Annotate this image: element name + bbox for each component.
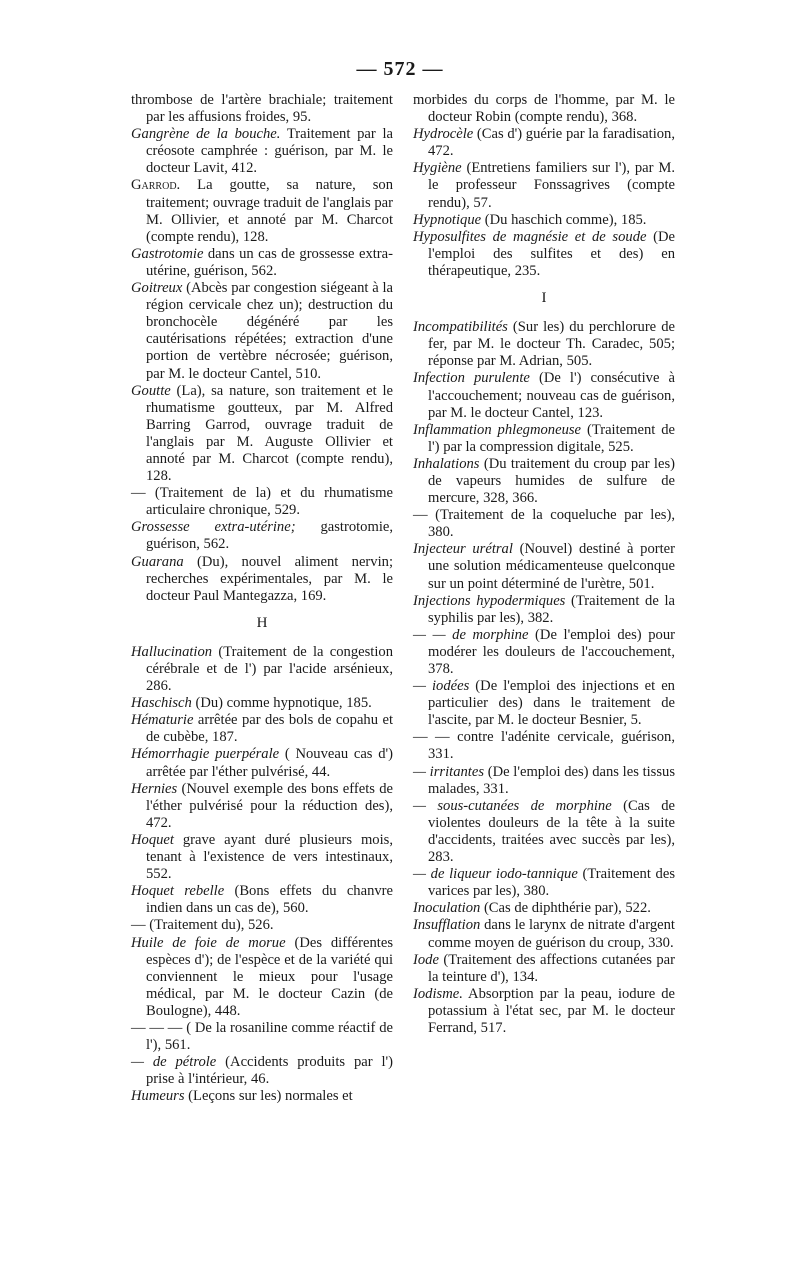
- entry-term: Grossesse extra-utérine;: [131, 519, 296, 536]
- entry-text: (Nouvel exemple des bons effets de l'éther pulvérisé pour la réduction des), 472.: [146, 780, 393, 831]
- entry-term: Haschisch: [131, 695, 192, 712]
- entry-text: (Des différentes espèces d'); de l'espèce et de la variété qui conviennent le mieux pour l'usage médical, par M. le docteur Cazin (de Boulogne), 448.: [146, 934, 393, 1019]
- entry-term: Hyposulfites de magnésie et de soude: [413, 228, 647, 245]
- entry-text: (De l'emploi des sulfites et des) en thérapeutique, 235.: [428, 228, 675, 279]
- entry-term: Garrod.: [131, 177, 181, 194]
- index-entry: [413, 126, 675, 160]
- entry-term: — sous-cutanées de morphine: [413, 797, 612, 814]
- entry-text: (De l'emploi des injections et en particulier des) dans le traitement de l'ascite, par M. le docteur Besnier, 5.: [428, 678, 675, 729]
- entry-term: Insufflation: [413, 917, 481, 934]
- entry-term: — de pétrole: [131, 1054, 217, 1071]
- entry-term: — de liqueur iodo-tannique: [413, 866, 578, 883]
- entry-text: dans le larynx de nitrate d'argent comme moyen de guérison du croup, 330.: [428, 917, 675, 951]
- entry-text: thrombose de l'artère brachiale; traitement par les affusions froides, 95.: [131, 92, 393, 126]
- entry-term: Hygiène: [413, 160, 462, 177]
- entry-text: gastrotomie, guérison, 562.: [146, 519, 394, 553]
- index-entry: [131, 177, 393, 245]
- entry-text: grave ayant duré plusieurs mois, tenant à l'existence de vers intestinaux, 552.: [146, 831, 393, 883]
- page-number: — 572 —: [356, 58, 444, 80]
- index-entry: [413, 593, 675, 627]
- right-column: [413, 92, 675, 1037]
- index-entry: [131, 935, 393, 1020]
- entry-term: Gangrène de la bouche.: [131, 126, 281, 143]
- index-entry: [131, 917, 393, 934]
- entry-term: Hydrocèle: [413, 126, 474, 143]
- index-entry: [413, 798, 675, 866]
- entry-text: (De l'emploi des) dans les tissus malades, 331.: [428, 763, 676, 797]
- index-entry: [413, 986, 675, 1037]
- entry-term: Goutte: [131, 382, 171, 399]
- entry-text: (Cas de diphthérie par), 522.: [480, 900, 651, 917]
- entry-term: Inoculation: [413, 900, 481, 917]
- entry-text: — — contre l'adénite cervicale, guérison, 331.: [413, 729, 675, 763]
- index-entry: [131, 883, 393, 917]
- index-entry: [131, 485, 393, 519]
- entry-term: Hypnotique: [413, 211, 482, 228]
- index-entry: [131, 1020, 393, 1054]
- left-entries-before: [131, 92, 393, 605]
- index-entry: [413, 627, 675, 678]
- entry-term: Incompatibilités: [413, 319, 508, 336]
- section-letter-h: H: [256, 614, 268, 631]
- entry-text: (Sur les) du perchlorure de fer, par M. le docteur Th. Caradec, 505; réponse par M. Adrian, 505.: [428, 319, 675, 370]
- index-entry: [413, 212, 675, 229]
- index-entry: [131, 781, 393, 832]
- entry-term: Hémorrhagie puerpérale: [131, 746, 280, 763]
- entry-term: — iodées: [413, 678, 470, 695]
- entry-text: (Traitement des varices par les), 380.: [428, 866, 676, 900]
- right-entries-after: [413, 319, 675, 1037]
- entry-text: Absorption par la peau, iodure de potassium à l'état sec, par M. le docteur Ferrand, 517.: [428, 985, 675, 1036]
- entry-text: — (Traitement de la coqueluche par les), 380.: [413, 507, 675, 541]
- entry-text: (La), sa nature, son traitement et le rhumatisme goutteux, par M. Alfred Barring Garrod, ouvrage traduit de l'anglais par M. Auguste Ollivier et annoté par M. Charcot (compte rendu), 128.: [146, 382, 393, 485]
- index-entry: [131, 832, 393, 883]
- index-entry: [413, 541, 675, 592]
- entry-text: (Du), nouvel aliment nervin; recherches expérimentales, par M. le docteur Paul Mantegazza, 169.: [146, 553, 393, 604]
- entry-term: Injections hypodermiques: [413, 592, 566, 609]
- index-entry: [413, 456, 675, 507]
- entry-text: (Du haschich comme), 185.: [481, 211, 647, 228]
- entry-text: (Cas de violentes douleurs de la tête à la suite d'accidents, traitées avec succès par les), 283.: [428, 797, 675, 866]
- entry-text: (Du) comme hypnotique, 185.: [191, 695, 372, 712]
- index-entry: [131, 746, 393, 780]
- entry-text: — (Traitement de la) et du rhumatisme articulaire chronique, 529.: [131, 485, 393, 519]
- index-entry: [131, 554, 393, 605]
- entry-term: Humeurs: [131, 1088, 185, 1105]
- index-entry: [413, 866, 675, 900]
- index-entry: [131, 712, 393, 746]
- index-entry: [413, 422, 675, 456]
- index-entry: [413, 507, 675, 541]
- entry-text: — — — ( De la rosaniline comme réactif de l'), 561.: [131, 1019, 393, 1054]
- left-column: [131, 92, 393, 1105]
- right-entries-before: [413, 92, 675, 280]
- entry-text: (Traitement des affections cutanées par la teinture d'), 134.: [428, 951, 675, 985]
- entry-text: (Traitement de la congestion cérébrale et de l') par l'acide arsénieux, 286.: [146, 643, 393, 695]
- index-entry: [413, 370, 675, 421]
- index-entry: [131, 92, 393, 126]
- entry-term: Inhalations: [413, 455, 480, 472]
- entry-term: Hernies: [131, 780, 178, 797]
- entry-text: (Nouvel) destiné à porter une solution médicamenteuse quelconque sur un point déterminé de l'urètre, 501.: [428, 541, 675, 592]
- entry-term: Huile de foie de morue: [131, 934, 286, 951]
- entry-term: — irritantes: [413, 763, 485, 780]
- entry-text: — (Traitement du), 526.: [131, 917, 274, 934]
- entry-text: (Traitement de la syphilis par les), 382.: [428, 592, 675, 626]
- entry-term: Iode: [413, 951, 439, 968]
- entry-term: Goitreux: [131, 280, 183, 297]
- index-entry: [131, 280, 393, 383]
- entry-term: — — de morphine: [413, 626, 529, 643]
- entry-text: (De l') consécutive à l'accouchement; nouveau cas de guérison, par M. le docteur Cantel, 123.: [428, 370, 675, 421]
- index-entry: [131, 695, 393, 712]
- entry-term: Guarana: [131, 553, 184, 570]
- entry-text: (Du traitement du croup par les) de vapeurs humides de sulfure de mercure, 328, 366.: [428, 455, 675, 507]
- entry-text: (Cas d') guérie par la faradisation, 472.: [428, 126, 675, 160]
- index-entry: [131, 246, 393, 280]
- entry-term: Hoquet: [131, 831, 174, 848]
- index-entry: [413, 764, 675, 798]
- entry-text: (Abcès par congestion siégeant à la région cervicale chez un); destruction du bronchocèle dégénéré par les cautérisations répétées; extraction d'une portion de vertèbre nécrosée; guérison, par M. le docteur Cantel, 510.: [146, 280, 393, 382]
- section-letter-i: I: [541, 290, 547, 307]
- index-entry: [131, 126, 393, 177]
- entry-text: (Traitement de l') par la compression digitale, 525.: [428, 421, 676, 455]
- entry-term: Hématurie: [131, 712, 194, 729]
- entry-text: (Bons effets du chanvre indien dans un cas de), 560.: [146, 883, 393, 917]
- entry-term: Inflammation phlegmoneuse: [413, 421, 582, 438]
- entry-text: ( Nouveau cas d') arrêtée par l'éther pulvérisé, 44.: [146, 746, 393, 780]
- index-entry: [131, 644, 393, 695]
- entry-text: (De l'emploi des) pour modérer les douleurs de l'accouchement, 378.: [428, 626, 675, 677]
- entry-text: arrêtée par des bols de copahu et de cubèbe, 187.: [146, 712, 393, 746]
- index-entry: [413, 729, 675, 763]
- entry-text: La goutte, sa nature, son traitement; ouvrage traduit de l'anglais par M. Ollivier, et annoté par M. Charcot (compte rendu), 128.: [146, 177, 393, 245]
- entry-term: Hoquet rebelle: [131, 883, 225, 900]
- index-entry: [413, 952, 675, 986]
- index-entry: [413, 92, 675, 126]
- entry-term: Injecteur urétral: [413, 541, 513, 558]
- entry-term: Gastrotomie: [131, 245, 204, 262]
- index-entry: [131, 519, 393, 553]
- entry-text: (Accidents produits par l') prise à l'intérieur, 46.: [146, 1054, 394, 1088]
- entry-text: dans un cas de grossesse extra-utérine, guérison, 562.: [146, 245, 393, 279]
- entry-text: (Leçons sur les) normales et: [184, 1088, 353, 1105]
- index-entry: [413, 319, 675, 370]
- left-entries-after: [131, 644, 393, 1106]
- entry-term: Iodisme.: [413, 985, 463, 1002]
- index-entry: [413, 917, 675, 951]
- index-entry: [131, 1054, 393, 1088]
- index-entry: [131, 383, 393, 486]
- entry-term: Infection purulente: [413, 370, 530, 387]
- entry-term: Hallucination: [131, 643, 213, 660]
- entry-text: (Entretiens familiers sur l'), par M. le professeur Fonssagrives (compte rendu), 57.: [428, 160, 675, 211]
- entry-text: Traitement par la créosote camphrée : guérison, par M. le docteur Lavit, 412.: [146, 126, 393, 177]
- entry-text: morbides du corps de l'homme, par M. le docteur Robin (compte rendu), 368.: [413, 92, 675, 126]
- index-entry: [413, 160, 675, 211]
- index-entry: [413, 229, 675, 280]
- index-entry: [413, 900, 675, 917]
- index-entry: [131, 1088, 393, 1105]
- index-entry: [413, 678, 675, 729]
